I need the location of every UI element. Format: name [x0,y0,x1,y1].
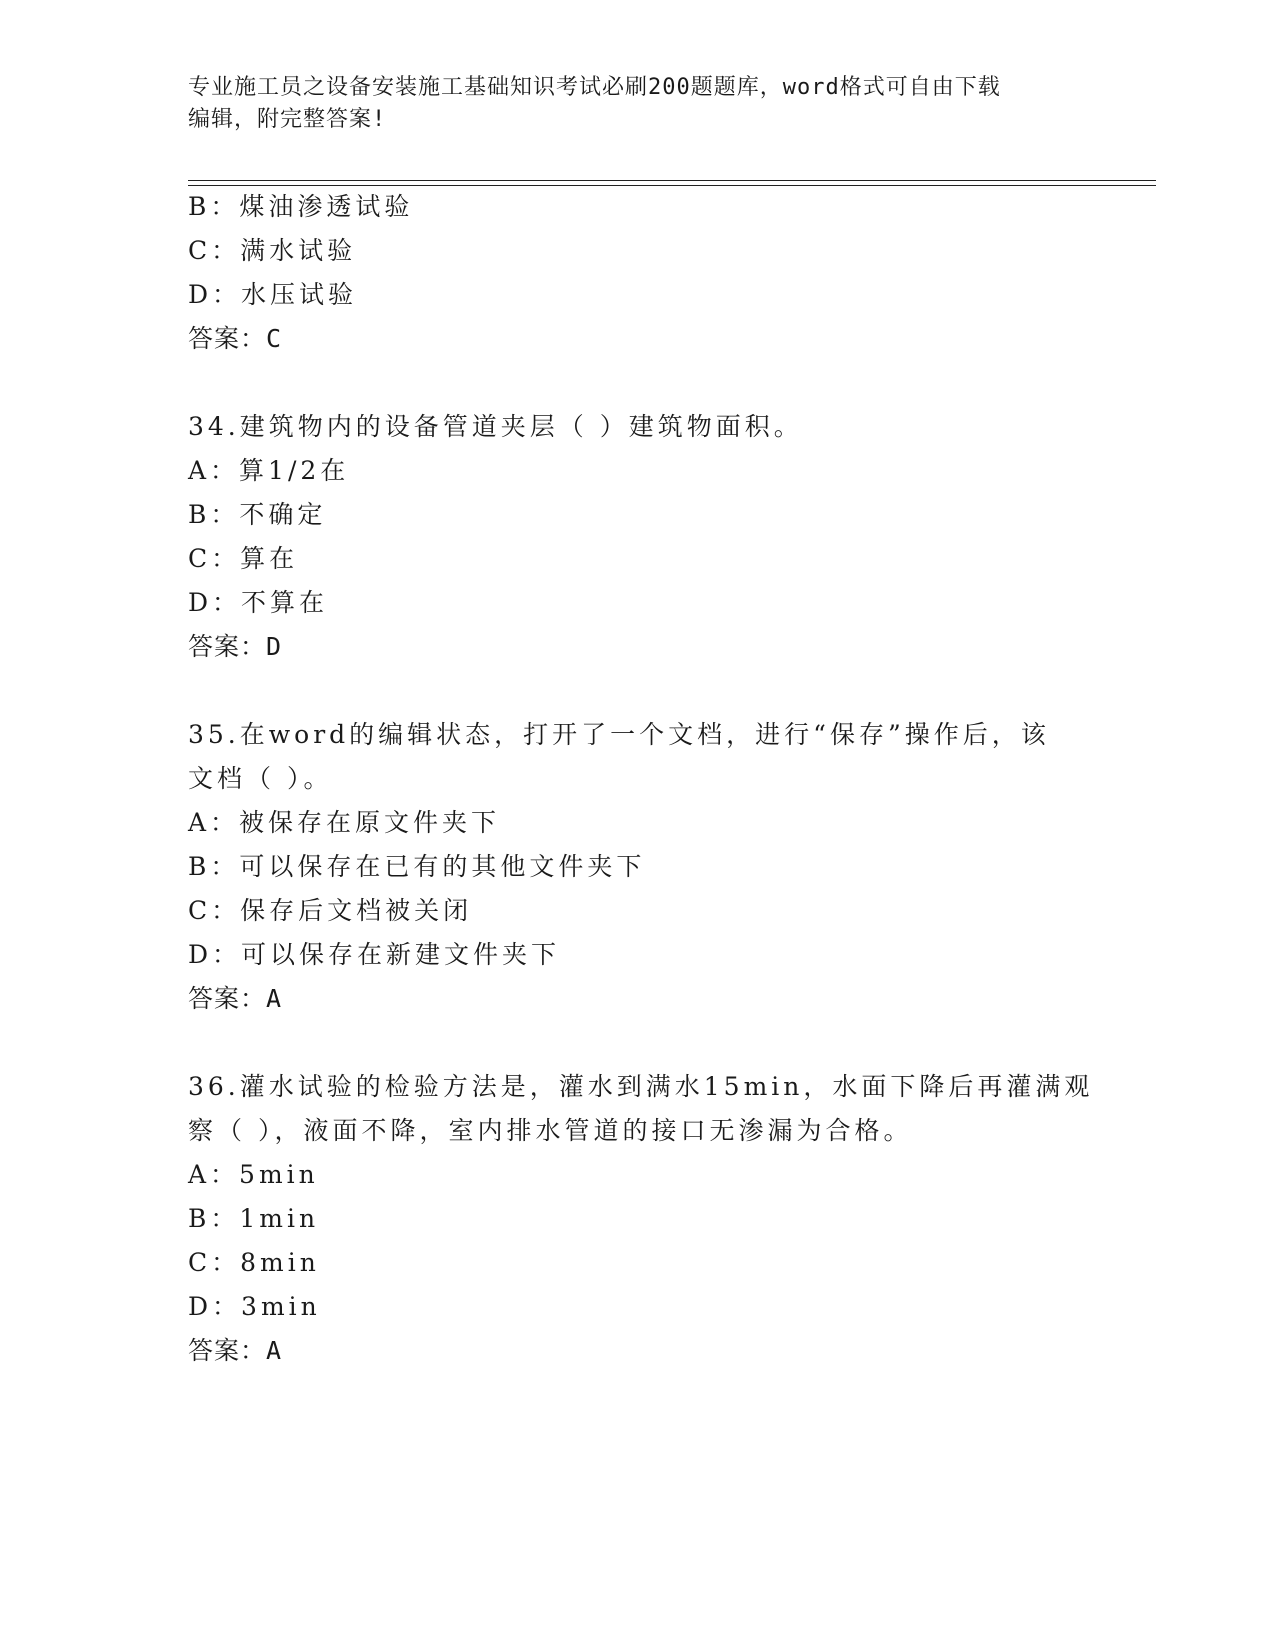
q36-answer: 答案：A [188,1336,283,1365]
header-divider-top [188,180,1156,181]
q35-stem-line-2: 文档（ ）。 [188,764,333,793]
q34-option-c: C：算在 [188,544,299,573]
q35-stem-line-1: 35.在word的编辑状态，打开了一个文档，进行“保存”操作后，该 [188,720,1050,749]
q36-option-d: D：3min [188,1292,321,1321]
q33-option-b: B：煤油渗透试验 [188,192,414,221]
q36-option-a: A：5min [188,1160,319,1189]
q35-option-d: D：可以保存在新建文件夹下 [188,940,561,969]
document-header [188,72,1088,136]
q36-stem-line-1: 36.灌水试验的检验方法是，灌水到满水15min，水面下降后再灌满观 [188,1072,1094,1101]
q35-option-b: B：可以保存在已有的其他文件夹下 [188,852,646,881]
q34-stem: 34.建筑物内的设备管道夹层（ ）建筑物面积。 [188,412,803,441]
q36-stem-line-2: 察（ ），液面不降，室内排水管道的接口无渗漏为合格。 [188,1116,913,1145]
q35-option-c: C：保存后文档被关闭 [188,896,473,925]
header-line-2: 编辑，附完整答案! [188,107,387,132]
q34-option-d: D：不算在 [188,588,329,617]
q33-option-c: C：满水试验 [188,236,357,265]
q34-option-b: B：不确定 [188,500,327,529]
q36-option-c: C：8min [188,1248,320,1277]
q35-answer: 答案：A [188,984,283,1013]
q33-option-d: D：水压试验 [188,280,358,309]
header-line-1: 专业施工员之设备安装施工基础知识考试必刷200题题库，word格式可自由下载 [188,75,1001,100]
q35-option-a: A：被保存在原文件夹下 [188,808,501,837]
header-divider-bottom [188,185,1156,186]
q34-answer: 答案：D [188,632,283,661]
q36-option-b: B：1min [188,1204,320,1233]
q34-option-a: A：算1/2在 [188,456,350,485]
q33-answer: 答案：C [188,324,283,353]
